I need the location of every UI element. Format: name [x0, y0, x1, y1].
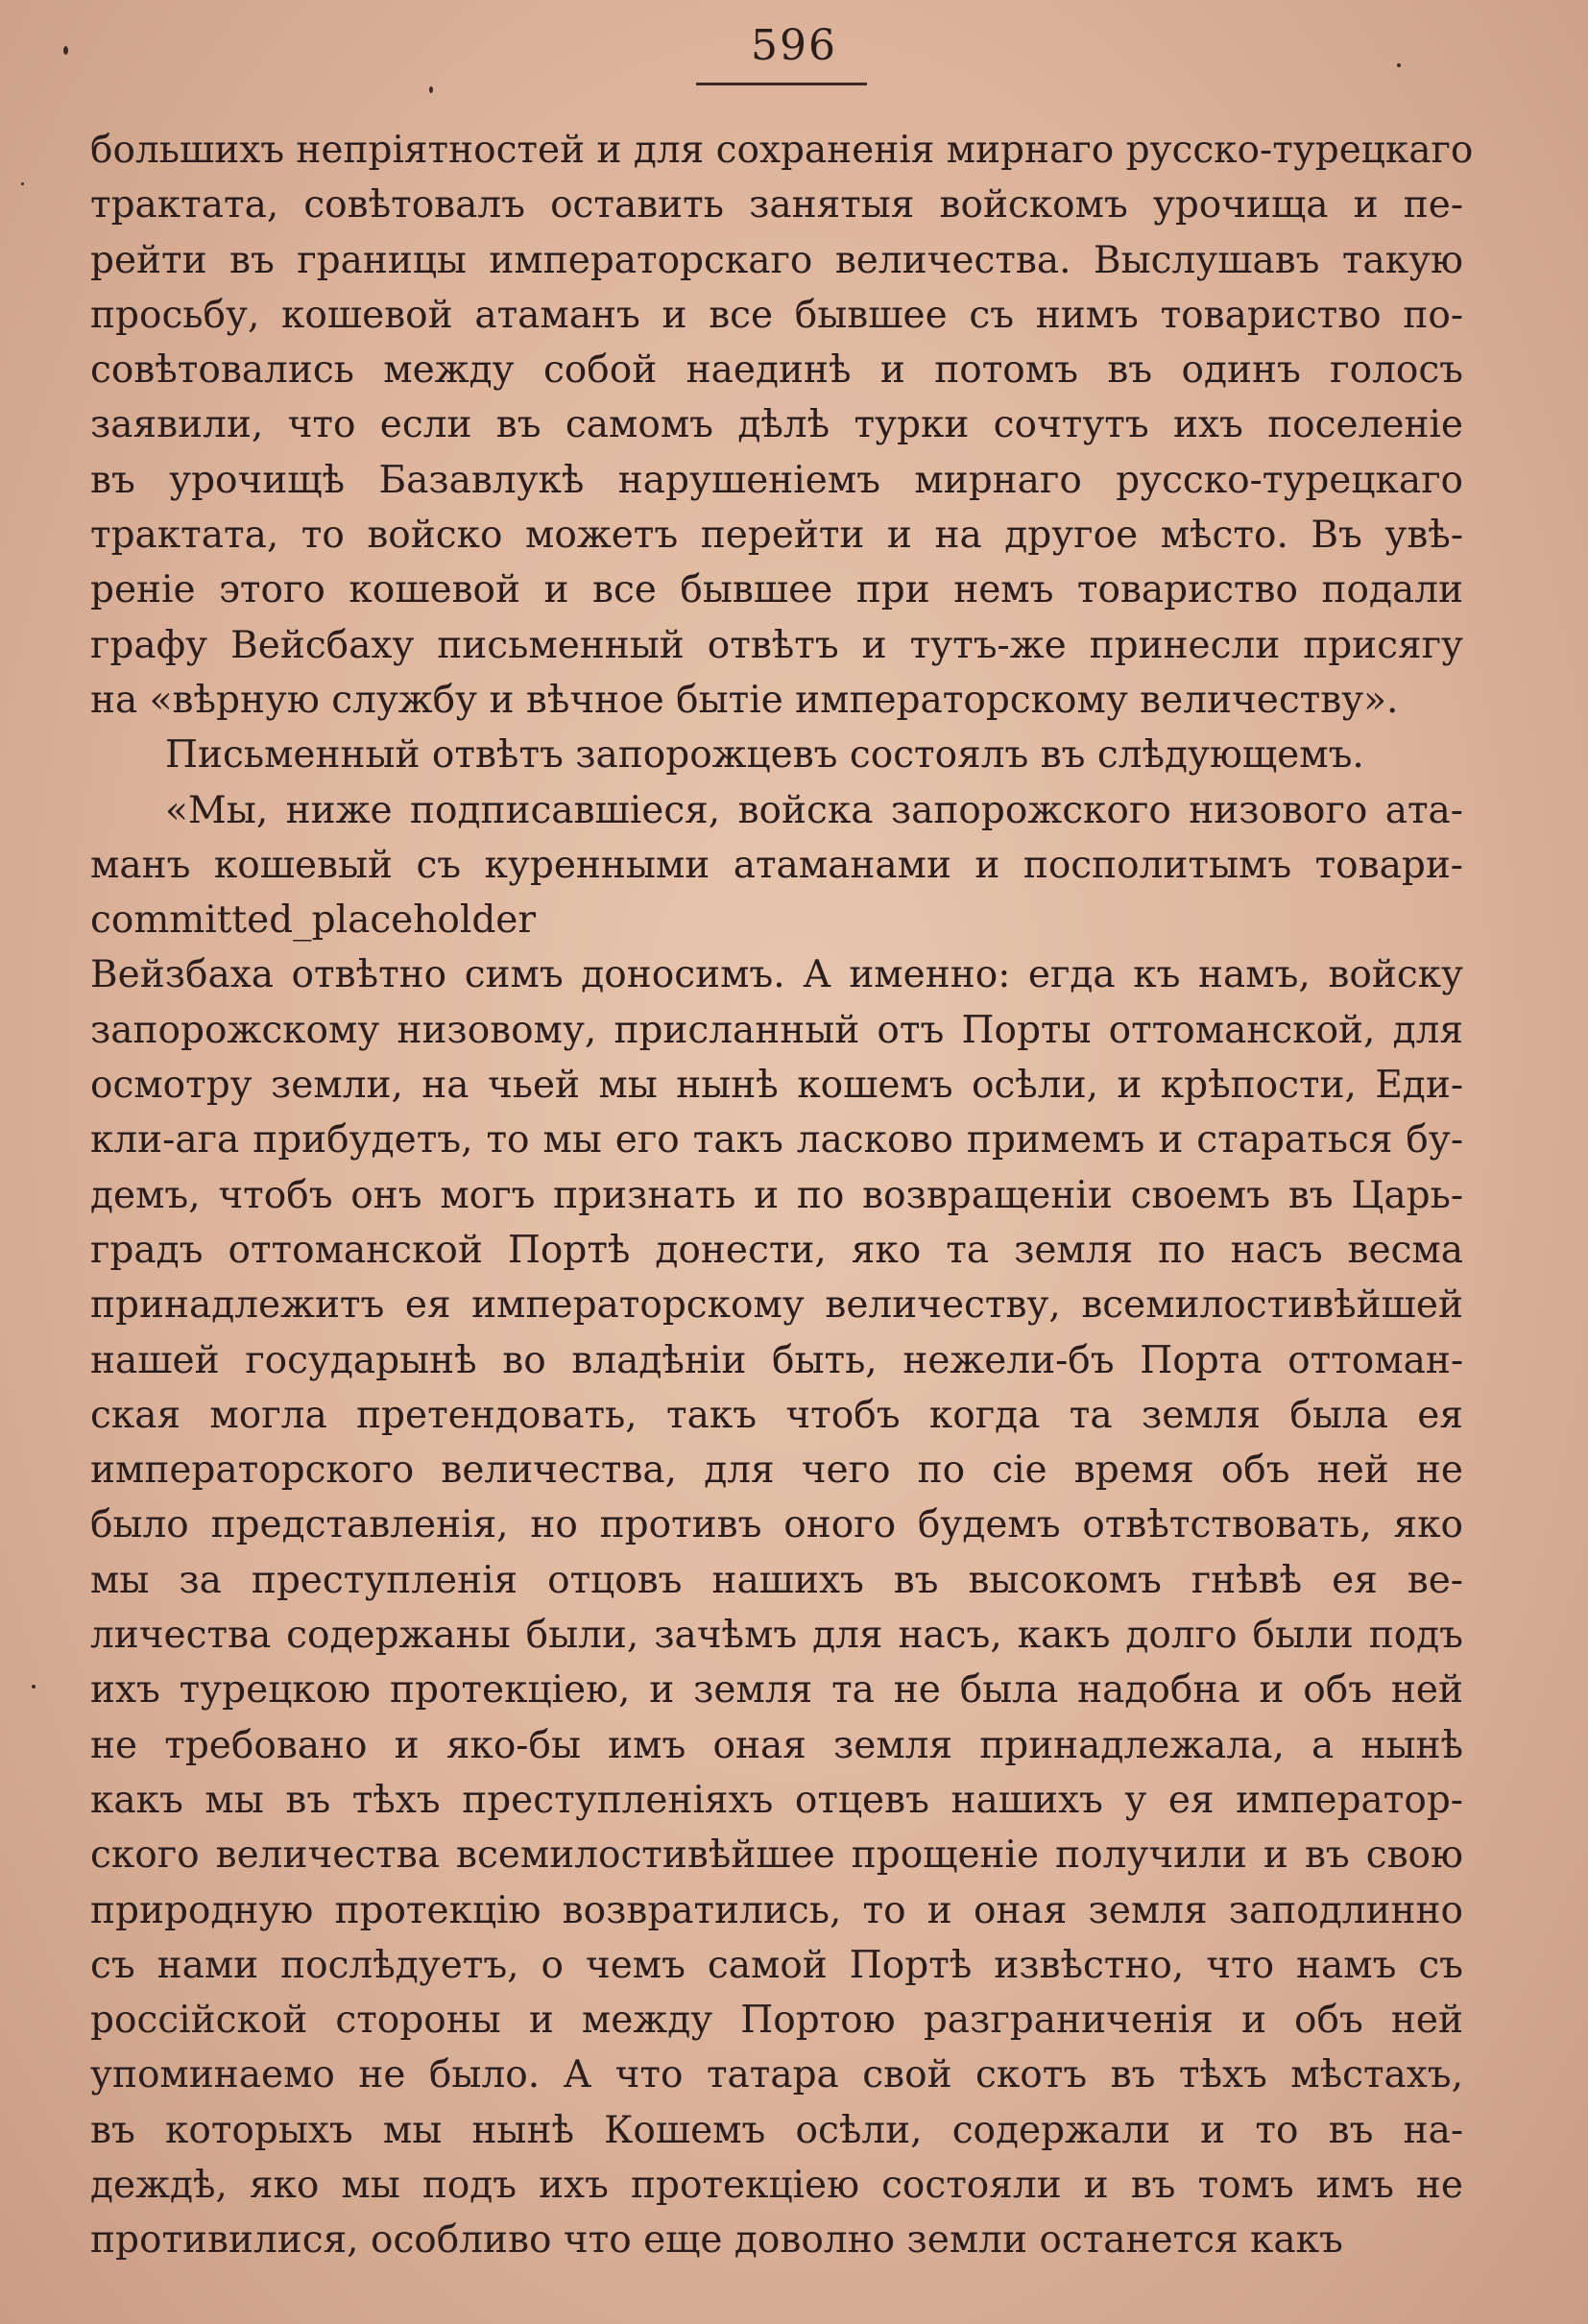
text-line: манъ кошевый съ куренными атаманами и посполитымъ товари- [90, 843, 1463, 887]
text-line: нашей государынѣ во владѣніи быть, нежели-бъ Порта оттоман- [90, 1338, 1463, 1382]
text-line: на «вѣрную службу и вѣчное бытіе императорскому величеству». [90, 678, 1399, 722]
text-line: графу Вейсбаху письменный отвѣтъ и тутъ-же принесли присягу [90, 623, 1463, 667]
header-rule [696, 83, 867, 85]
text-line: трактата, то войско можетъ перейти и на другое мѣсто. Въ увѣ- [90, 514, 1463, 558]
text-line: кли-ага прибудетъ, то мы его такъ ласково примемъ и стараться бу- [90, 1118, 1463, 1162]
text-line: запорожскому низовому, присланный отъ Порты оттоманской, для [90, 1008, 1463, 1052]
text-line: ская могла претендовать, такъ чтобъ когда та земля была ея [90, 1393, 1463, 1437]
text-line: какъ мы въ тѣхъ преступленіяхъ отцевъ нашихъ у ея император- [90, 1778, 1463, 1822]
body-text [90, 123, 1474, 2268]
text-line: ского величества всемилостивѣйшее прощеніе получили и въ свою [90, 1833, 1463, 1878]
text-line: въ урочищѣ Базавлукѣ нарушеніемъ мирнаго русско-турецкаго [90, 458, 1463, 502]
text-line: совѣтовались между собой наединѣ и потомъ въ одинъ голосъ [90, 348, 1463, 393]
text-line: въ которыхъ мы нынѣ Кошемъ осѣли, содержали и то въ на- [90, 2108, 1463, 2152]
text-line: принадлежитъ ея императорскому величеству, всемилостивѣйшей [90, 1283, 1463, 1328]
text-line: «Мы, ниже подписавшіеся, войска запорожского низового ата- [165, 788, 1463, 832]
text-line: трактата, совѣтовалъ оставить занятыя войскомъ урочища и пе- [90, 183, 1463, 228]
text-line: не требовано и яко-бы имъ оная земля принадлежала, а нынѣ [90, 1723, 1463, 1767]
print-speck [63, 46, 68, 55]
text-line: Письменный отвѣтъ запорожцевъ состоялъ въ слѣдующемъ. [165, 733, 1364, 778]
text-line: было представленія, но противъ оного будемъ отвѣтствовать, яко [90, 1503, 1463, 1547]
text-line: демъ, чтобъ онъ могъ признать и по возвращеніи своемъ въ Царь- [90, 1173, 1463, 1217]
text-line: деждѣ, яко мы подъ ихъ протекціею состояли и въ томъ имъ не [90, 2163, 1463, 2207]
text-line: природную протекцію возвратились, то и оная земля заподлинно [90, 1888, 1463, 1932]
text-line: просьбу, кошевой атаманъ и все бывшее съ нимъ товариство по- [90, 293, 1463, 337]
print-speck [1397, 63, 1401, 67]
print-speck [21, 182, 24, 185]
print-speck [32, 1685, 36, 1689]
print-speck [429, 86, 433, 93]
text-line: осмотру земли, на чьей мы нынѣ кошемъ осѣли, и крѣпости, Еди- [90, 1064, 1463, 1108]
text-line: императорского величества, для чего по сіе время объ ней не [90, 1449, 1463, 1493]
text-line: мы за преступленія отцовъ нашихъ въ высокомъ гнѣвѣ ея ве- [90, 1558, 1463, 1602]
text-line: реніе этого кошевой и все бывшее при немъ товариство подали [90, 568, 1463, 612]
text-line: противилися, особливо что еще доволно земли останется какъ [90, 2218, 1343, 2263]
text-line: committed_placeholder [90, 898, 537, 943]
text-line: градъ оттоманской Портѣ донести, яко та земля по насъ весма [90, 1228, 1463, 1272]
text-line: упоминаемо не было. А что татара свой скотъ въ тѣхъ мѣстахъ, [90, 2053, 1463, 2097]
text-line: заявили, что если въ самомъ дѣлѣ турки сочтутъ ихъ поселеніе [90, 403, 1463, 447]
text-line: рейти въ границы императорскаго величества. Выслушавъ такую [90, 238, 1463, 282]
page-number: 596 [751, 21, 837, 70]
text-line: личества содержаны были, зачѣмъ для насъ, какъ долго были подъ [90, 1614, 1463, 1658]
text-line: ихъ турецкою протекціею, и земля та не была надобна и объ ней [90, 1668, 1463, 1713]
text-line: большихъ непріятностей и для сохраненія мирнаго русско-турецкаго [90, 129, 1474, 172]
text-line: Вейзбаха отвѣтно симъ доносимъ. А именно: егда къ намъ, войску [90, 953, 1463, 997]
text-line: съ нами послѣдуетъ, о чемъ самой Портѣ извѣстно, что намъ съ [90, 1943, 1463, 1987]
text-line: россійской стороны и между Портою разграниченія и объ ней [90, 1999, 1463, 2043]
